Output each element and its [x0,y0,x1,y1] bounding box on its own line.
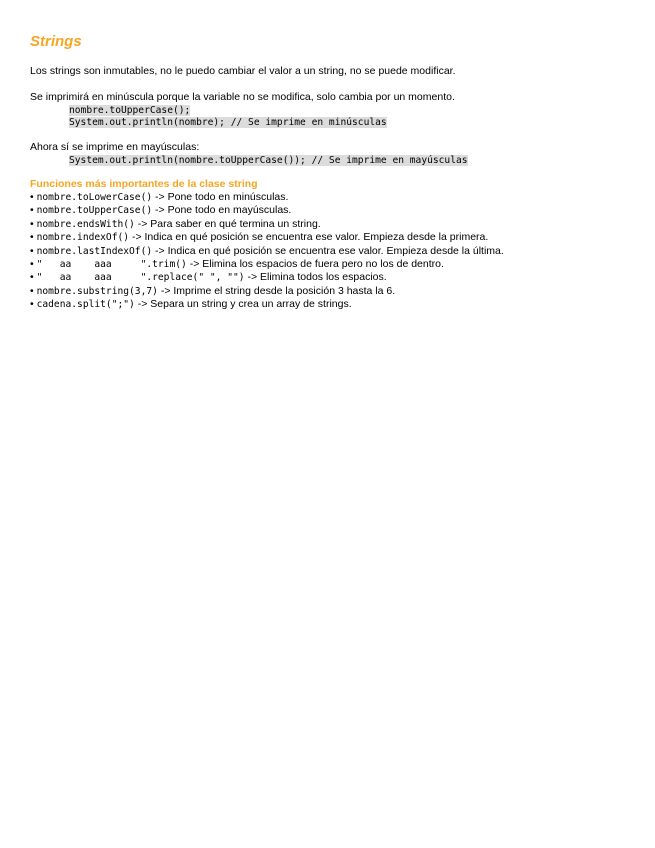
function-description: -> Pone todo en minúsculas. [152,191,289,203]
list-item [30,245,630,258]
bullet-icon: • [30,298,34,311]
bullet-icon: • [30,284,34,297]
function-code: nombre.toLowerCase() [36,192,153,203]
list-item [30,218,630,231]
function-description: -> Indica en qué posición se encuentra ese valor. Empieza desde la primera. [129,231,489,244]
function-code: " aa aaa ".trim() [36,259,187,271]
function-description: -> Para saber en qué termina un string. [134,217,321,230]
function-code: nombre.substring(3,7) [36,285,158,297]
list-item [30,204,630,217]
function-description: -> Separa un string y crea un array de strings. [134,298,352,311]
function-code: nombre.endsWith() [36,218,135,230]
function-description: -> Indica en qué posición se encuentra ese valor. Empieza desde la última. [152,244,504,257]
function-code: " aa aaa ".replace(" ", "") [36,272,245,284]
bullet-icon: • [30,244,34,257]
page-title: Strings [30,33,82,50]
function-code: nombre.indexOf() [36,232,130,244]
function-description: -> Elimina los espacios de fuera pero no los de dentro. [186,258,444,271]
function-description: -> Elimina todos los espacios. [244,271,387,284]
code-block-2 [30,154,630,166]
function-code: cadena.split(";") [36,299,135,311]
uppercase-paragraph: Ahora sí se imprime en mayúsculas: [30,141,200,153]
function-code: nombre.lastIndexOf() [36,245,153,257]
functions-list [30,191,630,312]
bullet-icon: • [30,191,34,203]
bullet-icon: • [30,271,34,284]
bullet-icon: • [30,204,34,217]
functions-title: Funciones más importantes de la clase string [30,178,258,190]
intro-paragraph: Los strings son inmutables, no le puedo cambiar el valor a un string, no se puede modificar. [30,65,456,77]
list-item [30,271,630,284]
bullet-icon: • [30,217,34,230]
bullet-icon: • [30,258,34,271]
code-line: nombre.toUpperCase(); [69,105,191,116]
function-code: nombre.toUpperCase() [36,205,153,217]
code-block-1 [30,104,630,128]
list-item [30,191,630,204]
list-item [30,231,630,244]
list-item [30,258,630,271]
list-item [30,285,630,298]
spacer [30,128,630,141]
lowercase-paragraph: Se imprimirá en minúscula porque la variable no se modifica, solo cambia por un momento. [30,91,455,103]
spacer [30,78,630,91]
list-item [30,298,630,311]
spacer [30,166,630,178]
function-description: -> Imprime el string desde la posición 3 hasta la 6. [157,284,396,297]
code-line: System.out.println(nombre.toUpperCase()); // Se imprime en mayúsculas [69,155,468,166]
function-description: -> Pone todo en mayúsculas. [152,204,292,217]
document-page [30,30,630,312]
code-line: System.out.println(nombre); // Se imprime en minúsculas [69,117,387,128]
bullet-icon: • [30,231,34,244]
